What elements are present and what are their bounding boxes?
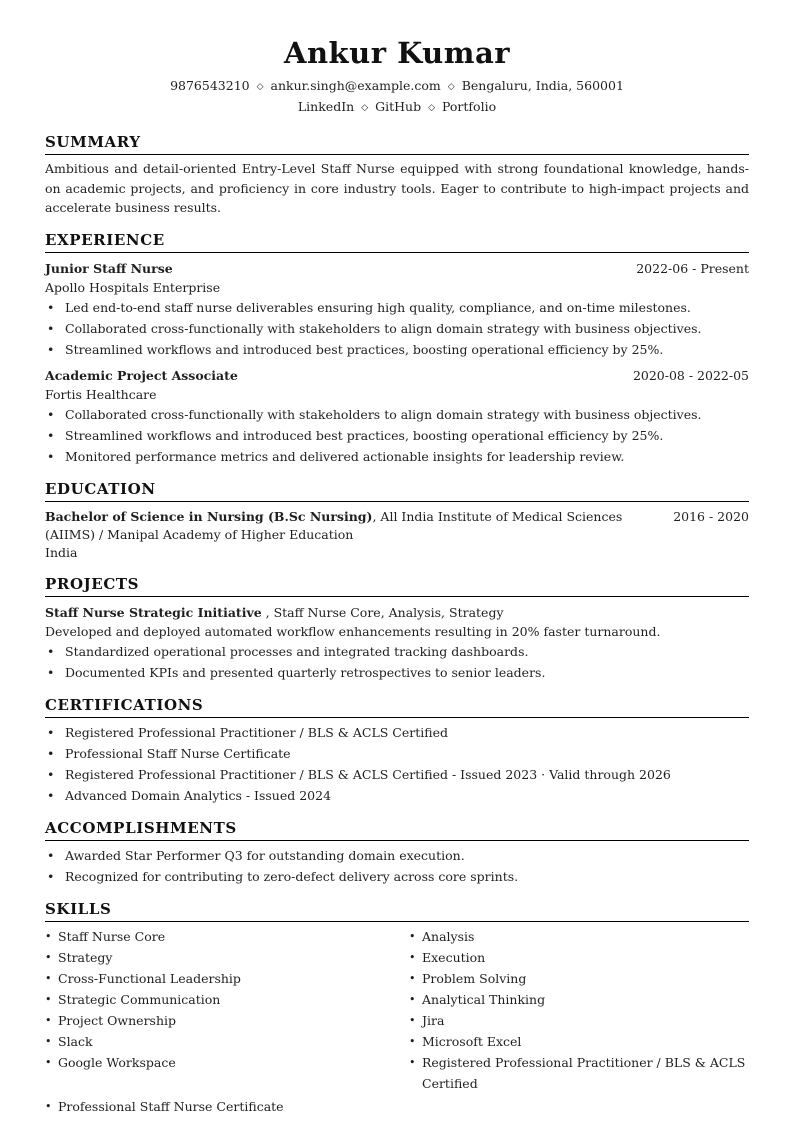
job-dates: 2022-06 - Present <box>636 260 749 276</box>
skill-item: • Professional Staff Nurse Certificate <box>45 1096 409 1117</box>
contact-info <box>45 76 749 118</box>
skill-item: • Microsoft Excel <box>409 1031 749 1052</box>
projects-heading: PROJECTS <box>45 574 749 597</box>
certification-item: • Registered Professional Practitioner / BLS & ACLS Certified - Issued 2023 · Valid through 2026 <box>65 764 749 785</box>
bullet-item: • Documented KPIs and presented quarterly retrospectives to senior leaders. <box>65 662 749 683</box>
contact-line-2 <box>45 97 749 118</box>
contact-line-1 <box>45 76 749 97</box>
project-tags: , Staff Nurse Core, Analysis, Strategy <box>261 604 504 620</box>
skill-item: • Cross-Functional Leadership <box>45 968 409 989</box>
job-title: Junior Staff Nurse <box>45 260 173 276</box>
location: Bengaluru, India, 560001 <box>461 78 624 93</box>
job-organization: Fortis Healthcare <box>45 386 157 402</box>
separator-diamond-icon: ◇ <box>428 103 435 113</box>
accomplishment-item: • Recognized for contributing to zero-defect delivery across core sprints. <box>65 866 749 887</box>
accomplishments-list <box>45 845 749 887</box>
certifications-heading: CERTIFICATIONS <box>45 695 749 718</box>
summary-heading: SUMMARY <box>45 132 749 155</box>
education-heading: EDUCATION <box>45 479 749 502</box>
skill-item: • Analytical Thinking <box>409 989 749 1010</box>
candidate-name: Ankur Kumar <box>283 36 511 70</box>
skills-heading: SKILLS <box>45 899 749 922</box>
certification-item: • Registered Professional Practitioner / BLS & ACLS Certified <box>65 722 749 743</box>
education-dates: 2016 - 2020 <box>673 508 749 524</box>
certifications-list <box>45 722 749 806</box>
separator-diamond-icon: ◇ <box>256 82 264 92</box>
accomplishment-item: • Awarded Star Performer Q3 for outstanding domain execution. <box>65 845 749 866</box>
job-dates: 2020-08 - 2022-05 <box>632 367 749 383</box>
skill-item: • Strategic Communication <box>45 989 409 1010</box>
certification-item: • Professional Staff Nurse Certificate <box>65 743 749 764</box>
bullet-item: • Standardized operational processes and integrated tracking dashboards. <box>65 641 749 662</box>
email-address[interactable]: ankur.singh@example.com <box>270 78 441 93</box>
institution-name: , All India Institute of Medical Sciences (AIIMS) / Manipal Academy of Higher Education <box>45 508 623 542</box>
job-entry <box>45 259 749 360</box>
project-entry <box>45 603 749 683</box>
degree-name: Bachelor of Science in Nursing (B.Sc Nursing) <box>45 508 373 524</box>
project-title: Staff Nurse Strategic Initiative <box>45 604 262 620</box>
skill-item: • Slack <box>45 1031 409 1052</box>
phone-number: 9876543210 <box>170 78 250 93</box>
certification-item: • Advanced Domain Analytics - Issued 2024 <box>65 785 749 806</box>
job-bullets <box>45 297 749 360</box>
skill-item: • Registered Professional Practitioner / BLS & ACLS Certified <box>409 1052 749 1094</box>
skills-grid <box>45 926 749 1117</box>
accomplishments-heading: ACCOMPLISHMENTS <box>45 818 749 841</box>
experience-heading: EXPERIENCE <box>45 230 749 253</box>
job-title: Academic Project Associate <box>45 367 238 383</box>
skill-item: • Staff Nurse Core <box>45 926 409 947</box>
portfolio-link[interactable]: Portfolio <box>442 99 497 114</box>
skill-item: • Problem Solving <box>409 968 749 989</box>
education-location: India <box>45 544 78 560</box>
bullet-item: • Streamlined workflows and introduced best practices, boosting operational efficiency by 25%. <box>65 339 749 360</box>
github-link[interactable]: GitHub <box>375 99 422 114</box>
bullet-item: • Monitored performance metrics and delivered actionable insights for leadership review. <box>65 446 749 467</box>
job-organization: Apollo Hospitals Enterprise <box>45 279 221 295</box>
education-entry <box>45 508 749 562</box>
job-bullets <box>45 404 749 467</box>
skill-item: • Project Ownership <box>45 1010 409 1031</box>
bullet-item: • Led end-to-end staff nurse deliverables ensuring high quality, compliance, and on-time milestones. <box>65 297 749 318</box>
skill-item: • Analysis <box>409 926 749 947</box>
linkedin-link[interactable]: LinkedIn <box>297 99 355 114</box>
separator-diamond-icon: ◇ <box>447 82 455 92</box>
bullet-item: • Collaborated cross-functionally with stakeholders to align domain strategy with business objectives. <box>65 318 749 339</box>
bullet-item: • Collaborated cross-functionally with stakeholders to align domain strategy with business objectives. <box>65 404 749 425</box>
job-entry <box>45 366 749 467</box>
separator-diamond-icon: ◇ <box>361 103 369 113</box>
project-bullets <box>45 641 749 683</box>
skill-item: • Strategy <box>45 947 409 968</box>
skill-item: • Jira <box>409 1010 749 1031</box>
project-description: Developed and deployed automated workflow enhancements resulting in 20% faster turnaround. <box>45 623 661 639</box>
summary-text: Ambitious and detail-oriented Entry-Level Staff Nurse equipped with strong foundational knowledge, hands-on academic projects, and proficiency in core industry tools. Eager to contribute to high-impact projects and accelerate business results. <box>45 161 749 215</box>
bullet-item: • Streamlined workflows and introduced best practices, boosting operational efficiency by 25%. <box>65 425 749 446</box>
skill-item: • Google Workspace <box>45 1052 409 1094</box>
skill-item: • Execution <box>409 947 749 968</box>
